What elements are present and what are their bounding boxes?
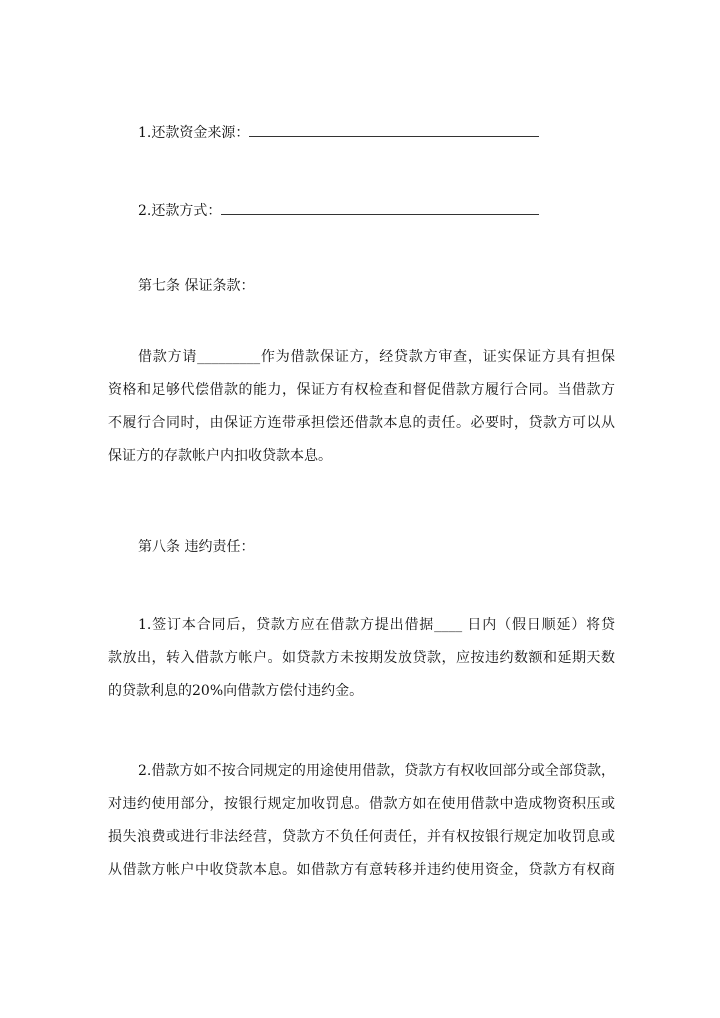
article7-line: 资格和足够代偿借款的能力，保证方有权检查和督促借款方履行合同。当借款方 — [108, 382, 615, 398]
article8-clause2-line: 从借款方帐户中收贷款本息。如借款方有意转移并违约使用资金，贷款方有权商 — [108, 862, 615, 878]
article7-line: 不履行合同时，由保证方连带承担偿还借款本息的责任。必要时，贷款方可以从 — [108, 415, 615, 431]
repayment-source-field[interactable] — [249, 122, 539, 137]
article7-line: 借款方请_________作为借款保证方，经贷款方审查，证实保证方具有担保 — [138, 349, 615, 365]
article8-clause1-line: 1.签订本合同后，贷款方应在借款方提出借据____ 日内（假日顺延）将贷 — [138, 617, 615, 633]
repayment-source-line — [138, 122, 615, 142]
repayment-source-label: 1.还款资金来源： — [138, 125, 250, 141]
article8-clause1-line: 的贷款利息的20%向借款方偿付违约金。 — [108, 683, 364, 699]
article8-heading: 第八条 违约责任： — [138, 539, 255, 555]
article8-clause2-line: 对违约使用部分，按银行规定加收罚息。借款方如在使用借款中造成物资积压或 — [108, 796, 615, 812]
article8-clause2-line: 2.借款方如不按合同规定的用途使用借款，贷款方有权收回部分或全部贷款， — [138, 763, 615, 779]
article8-clause2-line: 损失浪费或进行非法经营，贷款方不负任何责任，并有权按银行规定加收罚息或 — [108, 829, 615, 845]
repayment-method-label: 2.还款方式： — [138, 203, 222, 219]
repayment-method-field[interactable] — [221, 200, 539, 215]
repayment-method-line — [138, 200, 615, 220]
article8-clause1-line: 款放出，转入借款方帐户。如贷款方未按期发放贷款，应按违约数额和延期天数 — [108, 650, 615, 666]
article7-heading: 第七条 保证条款： — [138, 278, 255, 294]
article7-line: 保证方的存款帐户内扣收贷款本息。 — [108, 448, 332, 464]
